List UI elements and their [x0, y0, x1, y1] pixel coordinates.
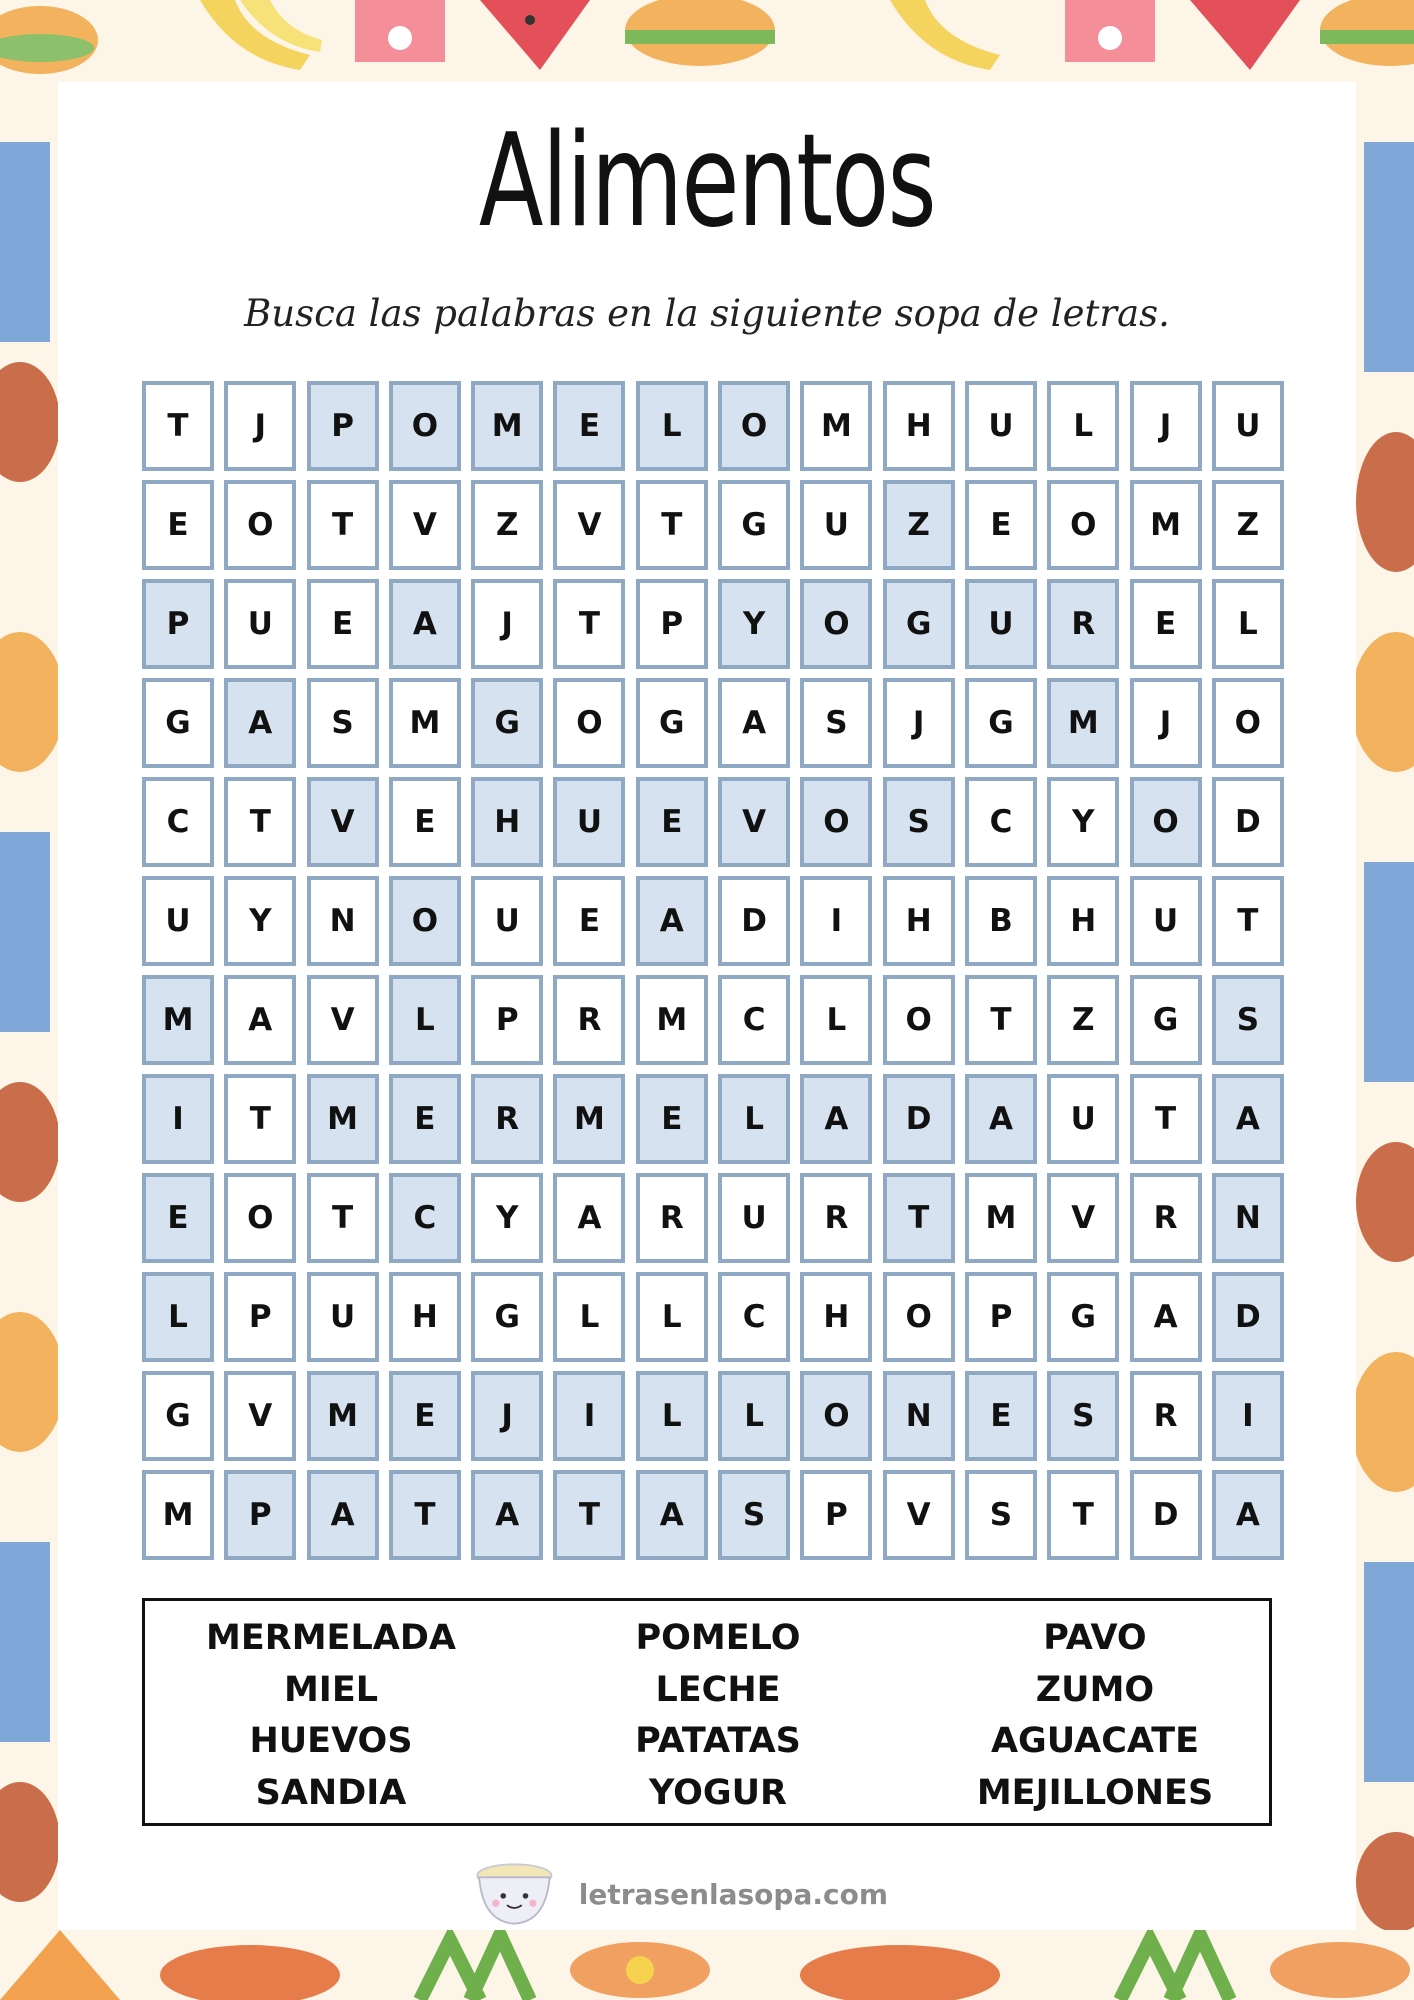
- grid-cell[interactable]: Z: [1047, 975, 1119, 1065]
- grid-cell[interactable]: A: [718, 678, 790, 768]
- burger-icon: [0, 1312, 58, 1452]
- grid-cell[interactable]: P: [224, 1272, 296, 1362]
- word-item: POMELO: [635, 1618, 801, 1658]
- grid-cell[interactable]: L: [389, 975, 461, 1065]
- grid-cell[interactable]: C: [389, 1173, 461, 1263]
- grid-cell[interactable]: T: [224, 1074, 296, 1164]
- grid-cell[interactable]: L: [1212, 579, 1284, 669]
- grid-cell[interactable]: L: [636, 1272, 708, 1362]
- grid-cell[interactable]: M: [471, 381, 543, 471]
- grid-cell[interactable]: T: [142, 381, 214, 471]
- grid-cell[interactable]: S: [1047, 1371, 1119, 1461]
- grid-cell[interactable]: O: [389, 381, 461, 471]
- grid-cell[interactable]: E: [553, 381, 625, 471]
- grid-cell[interactable]: I: [553, 1371, 625, 1461]
- grid-cell[interactable]: T: [553, 579, 625, 669]
- grid-cell[interactable]: M: [1047, 678, 1119, 768]
- grid-cell[interactable]: E: [142, 480, 214, 570]
- word-item: PATATAS: [635, 1721, 801, 1761]
- grid-cell[interactable]: O: [800, 579, 872, 669]
- grid-cell[interactable]: P: [142, 579, 214, 669]
- grid-cell[interactable]: P: [800, 1470, 872, 1560]
- grid-cell[interactable]: O: [224, 480, 296, 570]
- grid-cell[interactable]: D: [1212, 1272, 1284, 1362]
- grid-cell[interactable]: T: [389, 1470, 461, 1560]
- grid-cell[interactable]: G: [636, 678, 708, 768]
- instructions: Busca las palabras en la siguiente sopa de letras.: [244, 292, 1170, 335]
- grid-cell[interactable]: T: [965, 975, 1037, 1065]
- grid-cell[interactable]: L: [718, 1074, 790, 1164]
- grid-cell[interactable]: D: [883, 1074, 955, 1164]
- grid-cell[interactable]: G: [1047, 1272, 1119, 1362]
- grid-cell[interactable]: S: [718, 1470, 790, 1560]
- grid-cell[interactable]: L: [636, 1371, 708, 1461]
- grid-cell[interactable]: B: [965, 876, 1037, 966]
- grid-cell[interactable]: O: [389, 876, 461, 966]
- grid-cell[interactable]: E: [142, 1173, 214, 1263]
- grid-cell[interactable]: I: [1212, 1371, 1284, 1461]
- grid-cell[interactable]: L: [718, 1371, 790, 1461]
- burger-icon: [1356, 1352, 1414, 1492]
- grid-cell[interactable]: J: [471, 579, 543, 669]
- grid-cell[interactable]: P: [965, 1272, 1037, 1362]
- grid-cell[interactable]: A: [636, 1470, 708, 1560]
- grid-cell[interactable]: M: [636, 975, 708, 1065]
- grid-cell[interactable]: L: [142, 1272, 214, 1362]
- word-item: HUEVOS: [249, 1721, 413, 1761]
- food-border-top: [0, 0, 1414, 82]
- word-item: LECHE: [655, 1669, 781, 1710]
- grid-cell[interactable]: T: [883, 1173, 955, 1263]
- grid-cell[interactable]: G: [142, 678, 214, 768]
- grid-cell[interactable]: S: [965, 1470, 1037, 1560]
- grid-cell[interactable]: R: [1130, 1173, 1202, 1263]
- grid-cell[interactable]: G: [471, 1272, 543, 1362]
- grid-cell[interactable]: C: [965, 777, 1037, 867]
- food-border-left: [0, 82, 58, 1930]
- grid-cell[interactable]: E: [307, 579, 379, 669]
- grid-cell[interactable]: R: [1130, 1371, 1202, 1461]
- grid-cell[interactable]: V: [389, 480, 461, 570]
- grid-cell[interactable]: E: [389, 1074, 461, 1164]
- grid-cell[interactable]: H: [471, 777, 543, 867]
- grid-cell[interactable]: Y: [718, 579, 790, 669]
- grid-cell[interactable]: Y: [1047, 777, 1119, 867]
- grid-cell[interactable]: E: [553, 876, 625, 966]
- word-item: MEJILLONES: [976, 1772, 1214, 1813]
- grid-cell[interactable]: P: [471, 975, 543, 1065]
- grid-cell[interactable]: J: [883, 678, 955, 768]
- grid-cell[interactable]: T: [1212, 876, 1284, 966]
- burger-icon: [1356, 632, 1414, 772]
- burger-icon: [0, 632, 58, 772]
- grid-cell[interactable]: U: [553, 777, 625, 867]
- grid-cell[interactable]: J: [471, 1371, 543, 1461]
- grid-cell[interactable]: M: [307, 1074, 379, 1164]
- grid-cell[interactable]: T: [224, 777, 296, 867]
- grid-cell[interactable]: T: [307, 480, 379, 570]
- grid-cell[interactable]: D: [1212, 777, 1284, 867]
- grid-cell[interactable]: M: [142, 975, 214, 1065]
- milk-carton-icon: [1364, 862, 1414, 1082]
- grid-cell[interactable]: A: [224, 975, 296, 1065]
- grid-cell[interactable]: M: [965, 1173, 1037, 1263]
- grid-cell[interactable]: M: [389, 678, 461, 768]
- grid-cell[interactable]: N: [1212, 1173, 1284, 1263]
- grid-cell[interactable]: S: [800, 678, 872, 768]
- grid-cell[interactable]: S: [1212, 975, 1284, 1065]
- grid-cell[interactable]: S: [307, 678, 379, 768]
- grid-cell[interactable]: T: [553, 1470, 625, 1560]
- grid-cell[interactable]: H: [1047, 876, 1119, 966]
- word-list: [142, 1598, 1272, 1826]
- grid-cell[interactable]: G: [1130, 975, 1202, 1065]
- grid-cell[interactable]: Y: [224, 876, 296, 966]
- grid-cell[interactable]: A: [389, 579, 461, 669]
- grid-cell[interactable]: O: [1130, 777, 1202, 867]
- grid-cell[interactable]: L: [553, 1272, 625, 1362]
- grid-cell[interactable]: A: [1130, 1272, 1202, 1362]
- grid-cell[interactable]: A: [553, 1173, 625, 1263]
- grid-cell[interactable]: Z: [471, 480, 543, 570]
- grid-cell[interactable]: G: [471, 678, 543, 768]
- word-item: SANDIA: [255, 1772, 407, 1813]
- grid-cell[interactable]: H: [800, 1272, 872, 1362]
- grid-cell[interactable]: L: [636, 381, 708, 471]
- grid-cell[interactable]: U: [1212, 381, 1284, 471]
- word-item: YOGUR: [649, 1772, 787, 1813]
- word-column: [517, 1613, 919, 1823]
- grid-cell[interactable]: U: [800, 480, 872, 570]
- word-search-grid: [142, 381, 1284, 1560]
- grid-cell[interactable]: O: [224, 1173, 296, 1263]
- juice-box-icon: [355, 0, 445, 62]
- word-column: [145, 1613, 517, 1823]
- grid-cell[interactable]: T: [636, 480, 708, 570]
- grid-cell[interactable]: G: [965, 678, 1037, 768]
- word-item: PAVO: [1043, 1618, 1147, 1658]
- grid-cell[interactable]: N: [307, 876, 379, 966]
- grid-cell[interactable]: U: [142, 876, 214, 966]
- grid-cell[interactable]: R: [636, 1173, 708, 1263]
- grid-cell[interactable]: V: [883, 1470, 955, 1560]
- grid-cell[interactable]: E: [965, 480, 1037, 570]
- grid-cell[interactable]: E: [389, 1371, 461, 1461]
- footer: [468, 1858, 888, 1930]
- grid-cell[interactable]: T: [1130, 1074, 1202, 1164]
- grid-cell[interactable]: A: [636, 876, 708, 966]
- grid-cell[interactable]: M: [142, 1470, 214, 1560]
- grid-cell[interactable]: C: [142, 777, 214, 867]
- grid-cell[interactable]: G: [142, 1371, 214, 1461]
- grid-cell[interactable]: V: [1047, 1173, 1119, 1263]
- grid-cell[interactable]: O: [800, 777, 872, 867]
- grid-cell[interactable]: J: [1130, 381, 1202, 471]
- grid-cell[interactable]: O: [553, 678, 625, 768]
- grid-cell[interactable]: V: [553, 480, 625, 570]
- grid-cell[interactable]: J: [224, 381, 296, 471]
- grid-cell[interactable]: U: [224, 579, 296, 669]
- grid-cell[interactable]: R: [471, 1074, 543, 1164]
- grid-cell[interactable]: A: [1212, 1074, 1284, 1164]
- grid-cell[interactable]: L: [1047, 381, 1119, 471]
- grid-cell[interactable]: R: [553, 975, 625, 1065]
- grid-cell[interactable]: D: [718, 876, 790, 966]
- grid-cell[interactable]: D: [1130, 1470, 1202, 1560]
- juice-box-icon: [1065, 0, 1155, 62]
- grid-cell[interactable]: E: [1130, 579, 1202, 669]
- fried-egg-icon: [1270, 1942, 1410, 1998]
- grid-cell[interactable]: U: [1047, 1074, 1119, 1164]
- grid-cell[interactable]: A: [307, 1470, 379, 1560]
- grid-cell[interactable]: U: [307, 1272, 379, 1362]
- word-item: MERMELADA: [206, 1618, 456, 1658]
- grid-cell[interactable]: H: [883, 876, 955, 966]
- grid-cell[interactable]: J: [1130, 678, 1202, 768]
- grid-cell[interactable]: C: [718, 1272, 790, 1362]
- grid-cell[interactable]: U: [965, 579, 1037, 669]
- grid-cell[interactable]: A: [224, 678, 296, 768]
- grid-cell[interactable]: T: [1047, 1470, 1119, 1560]
- grid-cell[interactable]: M: [1130, 480, 1202, 570]
- grid-cell[interactable]: O: [883, 975, 955, 1065]
- food-border-right: [1356, 82, 1414, 1930]
- grid-cell[interactable]: P: [307, 381, 379, 471]
- grid-cell[interactable]: T: [307, 1173, 379, 1263]
- grid-cell[interactable]: M: [553, 1074, 625, 1164]
- website-link[interactable]: letrasenlasopa.com: [578, 1877, 888, 1911]
- grid-cell[interactable]: E: [389, 777, 461, 867]
- grid-cell[interactable]: A: [471, 1470, 543, 1560]
- milk-carton-icon: [1364, 142, 1414, 372]
- grid-cell[interactable]: M: [800, 381, 872, 471]
- word-item: ZUMO: [1035, 1669, 1155, 1710]
- grid-cell[interactable]: A: [800, 1074, 872, 1164]
- word-item: MIEL: [283, 1669, 379, 1710]
- grid-cell[interactable]: P: [224, 1470, 296, 1560]
- grid-cell[interactable]: U: [718, 1173, 790, 1263]
- grid-cell[interactable]: S: [883, 777, 955, 867]
- grid-cell[interactable]: M: [307, 1371, 379, 1461]
- grid-cell[interactable]: O: [883, 1272, 955, 1362]
- grid-cell[interactable]: V: [224, 1371, 296, 1461]
- grid-cell[interactable]: V: [307, 975, 379, 1065]
- grid-cell[interactable]: P: [636, 579, 708, 669]
- grid-cell[interactable]: H: [389, 1272, 461, 1362]
- grid-cell[interactable]: Z: [883, 480, 955, 570]
- grid-cell[interactable]: I: [800, 876, 872, 966]
- grid-cell[interactable]: V: [718, 777, 790, 867]
- grid-cell[interactable]: E: [965, 1371, 1037, 1461]
- grid-cell[interactable]: C: [718, 975, 790, 1065]
- grid-cell[interactable]: O: [1212, 678, 1284, 768]
- grid-cell[interactable]: R: [800, 1173, 872, 1263]
- grid-cell[interactable]: A: [1212, 1470, 1284, 1560]
- grid-cell[interactable]: V: [307, 777, 379, 867]
- grid-cell[interactable]: O: [1047, 480, 1119, 570]
- grid-cell[interactable]: H: [883, 381, 955, 471]
- fried-egg-icon: [570, 1942, 710, 1998]
- bowl-mascot-icon: [468, 1854, 561, 1934]
- word-column: [919, 1613, 1271, 1823]
- page-title: Alimentos: [478, 107, 936, 256]
- grid-cell[interactable]: Z: [1212, 480, 1284, 570]
- milk-carton-icon: [1364, 1562, 1414, 1782]
- grid-cell[interactable]: Y: [471, 1173, 543, 1263]
- grid-cell[interactable]: U: [1130, 876, 1202, 966]
- grid-cell[interactable]: I: [142, 1074, 214, 1164]
- grid-cell[interactable]: U: [965, 381, 1037, 471]
- grid-cell[interactable]: O: [800, 1371, 872, 1461]
- milk-carton-icon: [0, 1542, 50, 1742]
- grid-cell[interactable]: U: [471, 876, 543, 966]
- food-border-bottom: [0, 1930, 1414, 2000]
- grid-cell[interactable]: A: [965, 1074, 1037, 1164]
- milk-carton-icon: [0, 832, 50, 1032]
- grid-cell[interactable]: G: [883, 579, 955, 669]
- grid-cell[interactable]: R: [1047, 579, 1119, 669]
- grid-cell[interactable]: G: [718, 480, 790, 570]
- grid-cell[interactable]: O: [718, 381, 790, 471]
- word-item: AGUACATE: [990, 1721, 1200, 1761]
- grid-cell[interactable]: E: [636, 777, 708, 867]
- grid-cell[interactable]: E: [636, 1074, 708, 1164]
- grid-cell[interactable]: N: [883, 1371, 955, 1461]
- grid-cell[interactable]: L: [800, 975, 872, 1065]
